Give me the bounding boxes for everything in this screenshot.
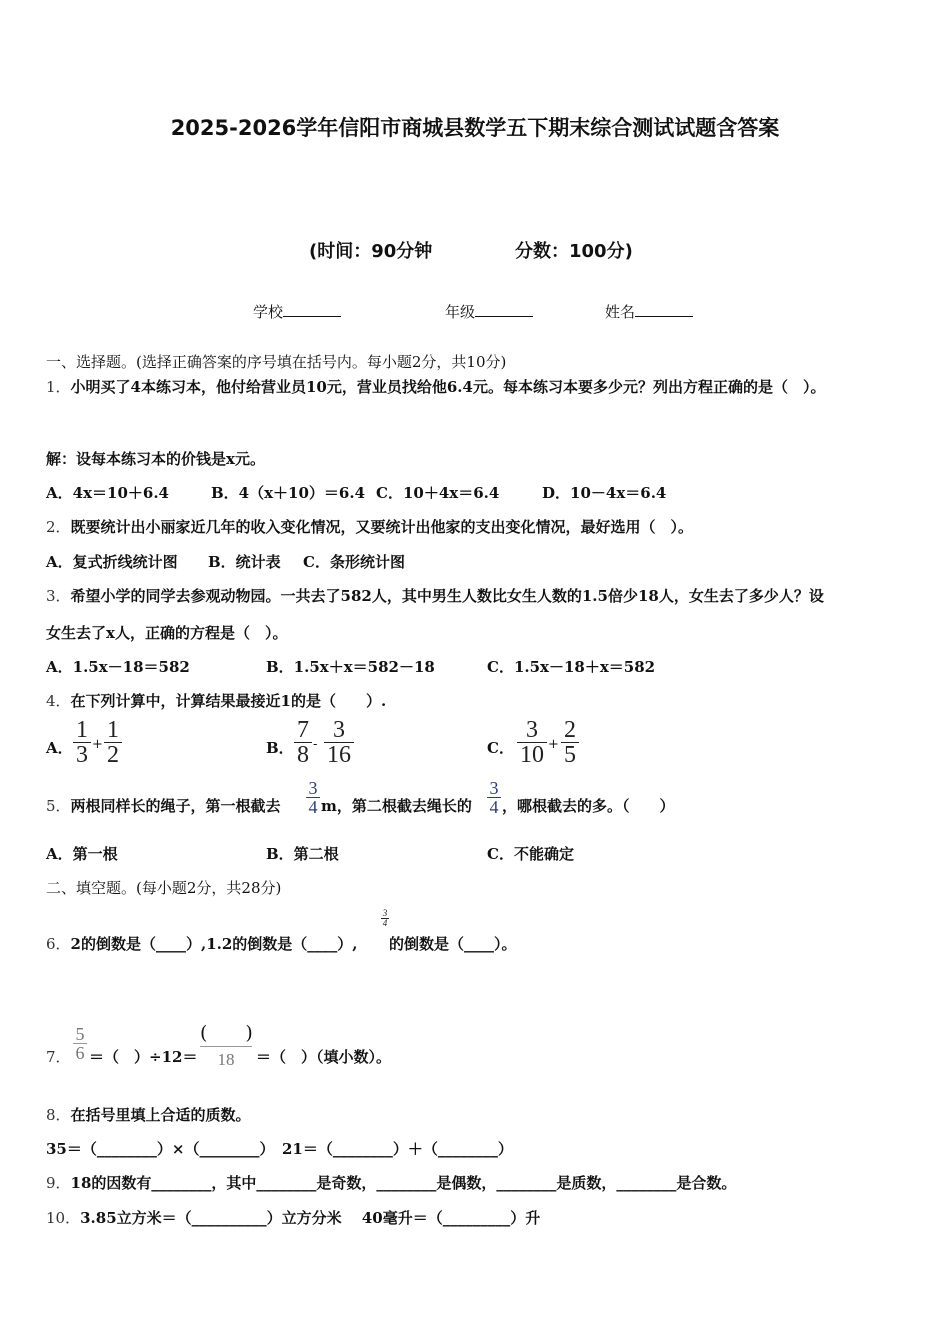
question-number: 8． [46,1106,71,1124]
exam-score: 分数：100分) [515,241,633,262]
question-4 [46,690,386,711]
q7-denominator: 18 [217,1050,235,1069]
name-label: 姓名 [605,303,636,321]
section-2-heading: 二、填空题。(每小题2分，共28分) [46,879,282,897]
question-5-part-3: ，哪根截去的多。（ ） [502,797,675,815]
q5-fraction-2: 3 4 [487,779,501,816]
q7-expression-2: ＝（ ）（填小数）。 [256,1048,392,1066]
q4b-fraction-2: 3 16 [324,718,354,767]
q1-option-b[interactable]: B．4（x＋10）＝6.4 [211,484,366,502]
q1-option-d[interactable]: D．10－4x＝6.4 [542,484,667,502]
q4a-fraction-1: 1 3 [73,718,91,767]
q7-expression-1: ＝（ ）÷12＝ [89,1048,198,1066]
question-number: 9． [46,1174,71,1192]
q3-option-a[interactable]: A．1.5x－18＝582 [46,658,190,676]
q1-option-a[interactable]: A．4x＝10＋6.4 [46,484,169,502]
question-5-part-1 [46,795,281,816]
question-3-line-1 [46,585,824,606]
section-1-heading: 一、选择题。(选择正确答案的序号填在括号内。每小题2分，共10分) [46,353,507,371]
school-blank[interactable] [283,302,341,317]
q4-option-b[interactable]: B． [266,739,294,757]
question-3-line-2: 女生去了x人，正确的方程是（ ）。 [46,624,288,642]
q4c-operator: + [548,737,559,752]
question-text[interactable]: 18的因数有________，其中________是奇数，________是偶数，________是质数，________是合数。 [70,1174,737,1192]
question-6-part-2: 的倒数是（____）。 [389,935,517,953]
q6-fraction: 3 4 [382,908,388,928]
grade-field [445,301,533,322]
q3-option-c[interactable]: C．1.5x－18＋x＝582 [487,658,656,676]
q4a-operator: + [92,737,103,752]
q4a-fraction-2: 1 2 [104,718,122,767]
question-number: 2． [46,518,71,536]
school-field [253,301,341,322]
question-7-number: 7． [46,1048,71,1066]
question-8 [46,1104,251,1125]
q5-option-a[interactable]: A．第一根 [46,845,118,863]
question-number: 1． [46,378,71,396]
q4c-fraction-1: 3 10 [517,718,547,767]
q2-option-c[interactable]: C．条形统计图 [303,553,405,571]
page-title: 2025-2026学年信阳市商城县数学五下期末综合测试试题含答案 [170,116,780,140]
question-6-part-1 [46,933,358,954]
question-number: 6． [46,935,71,953]
question-8-blanks[interactable]: 35＝（________）×（________） 21＝（________）＋（________） [46,1140,513,1158]
question-text: 两根同样长的绳子，第一根截去 [70,797,281,815]
q5-option-b[interactable]: B．第二根 [266,845,339,863]
q5-fraction-1: 3 4 [306,779,320,816]
question-number: 10． [46,1209,81,1227]
question-number: 4． [46,692,71,710]
question-2 [46,516,693,537]
question-text: 小明买了4本练习本，他付给营业员10元，营业员找给他6.4元。每本练习本要多少元？列出方程正确的是（ ）。 [70,378,826,396]
q4b-fraction-1: 7 8 [294,718,312,767]
question-1 [46,376,825,397]
q7-blank-numerator[interactable]: ( ) [200,1022,253,1044]
grade-blank[interactable] [475,302,533,317]
question-9 [46,1172,736,1193]
q7-fraction-bar [200,1046,252,1047]
question-1-solution: 解：设每本练习本的价钱是x元。 [46,450,265,468]
q2-option-a[interactable]: A．复式折线统计图 [46,553,178,571]
q4b-operator: - [313,737,318,752]
question-text: 在下列计算中，计算结果最接近1的是（ ）. [70,692,387,710]
grade-label: 年级 [445,303,476,321]
question-text: 希望小学的同学去参观动物园。一共去了582人，其中男生人数比女生人数的1.5倍少18人，女生去了多少人？设 [70,587,824,605]
q5-option-c[interactable]: C．不能确定 [487,845,574,863]
question-text: 既要统计出小丽家近几年的收入变化情况，又要统计出他家的支出变化情况，最好选用（ ）。 [70,518,694,536]
q4-option-a[interactable]: A． [46,739,73,757]
q4c-fraction-2: 2 5 [561,718,579,767]
question-text[interactable]: 3.85立方米＝（__________）立方分米 40毫升＝（_________）升 [80,1209,541,1227]
q4-option-c[interactable]: C． [487,739,514,757]
question-5-part-2: m，第二根截去绳长的 [321,797,472,815]
question-number: 3． [46,587,71,605]
exam-time: (时间：90分钟 [309,241,433,262]
name-blank[interactable] [635,302,693,317]
q3-option-b[interactable]: B．1.5x＋x＝582－18 [266,658,435,676]
name-field [605,301,693,322]
question-text: 在括号里填上合适的质数。 [70,1106,251,1124]
q1-option-c[interactable]: C．10＋4x＝6.4 [376,484,500,502]
question-10 [46,1207,540,1228]
question-number: 5． [46,797,71,815]
q2-option-b[interactable]: B．统计表 [208,553,281,571]
question-text: 2的倒数是（____）,1.2的倒数是（____）, [70,935,358,953]
q7-fraction: 5 6 [73,1025,87,1062]
school-label: 学校 [253,303,284,321]
